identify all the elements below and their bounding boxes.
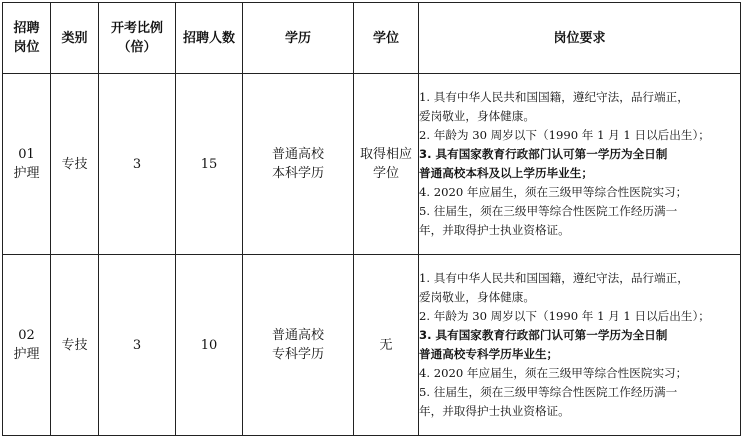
header-education: 学历 bbox=[243, 3, 354, 74]
requirement-line: 3. 具有国家教育行政部门认可第一学历为全日制 bbox=[419, 147, 668, 161]
post-cell: 01 护理 bbox=[3, 74, 51, 255]
count-cell: 15 bbox=[176, 74, 243, 255]
requirement-line: 1. 具有中华人民共和国国籍，遵纪守法，品行端正， bbox=[419, 90, 689, 104]
degree-cell: 无 bbox=[354, 255, 419, 436]
ratio-cell: 3 bbox=[99, 255, 176, 436]
education-cell: 普通高校 专科学历 bbox=[243, 255, 354, 436]
header-count: 招聘人数 bbox=[176, 3, 243, 74]
count-cell: 10 bbox=[176, 255, 243, 436]
requirement-line: 年，并取得护士执业资格证。 bbox=[419, 223, 570, 237]
header-post: 招聘 岗位 bbox=[3, 3, 51, 74]
degree-cell: 取得相应 学位 bbox=[354, 74, 419, 255]
education-cell: 普通高校 本科学历 bbox=[243, 74, 354, 255]
requirements-cell bbox=[419, 255, 741, 436]
requirement-line: 3. 具有国家教育行政部门认可第一学历为全日制 bbox=[419, 328, 668, 342]
requirement-line: 2. 年龄为 30 周岁以下（1990 年 1 月 1 日以后出生）； bbox=[419, 128, 710, 142]
recruitment-table bbox=[2, 2, 741, 436]
header-category: 类别 bbox=[51, 3, 99, 74]
requirement-line: 普通高校专科学历毕业生； bbox=[419, 347, 559, 361]
category-cell: 专技 bbox=[51, 255, 99, 436]
requirement-line: 1. 具有中华人民共和国国籍，遵纪守法，品行端正， bbox=[419, 271, 689, 285]
table-row bbox=[3, 255, 741, 436]
post-cell: 02 护理 bbox=[3, 255, 51, 436]
requirement-line: 2. 年龄为 30 周岁以下（1990 年 1 月 1 日以后出生）； bbox=[419, 309, 710, 323]
header-row bbox=[3, 3, 741, 74]
requirements-cell bbox=[419, 74, 741, 255]
requirement-line: 年，并取得护士执业资格证。 bbox=[419, 404, 570, 418]
header-degree: 学位 bbox=[354, 3, 419, 74]
requirement-line: 4. 2020 年应届生，须在三级甲等综合性医院实习； bbox=[419, 185, 688, 199]
requirement-line: 4. 2020 年应届生，须在三级甲等综合性医院实习； bbox=[419, 366, 688, 380]
requirement-line: 爱岗敬业，身体健康。 bbox=[419, 290, 535, 304]
category-cell: 专技 bbox=[51, 74, 99, 255]
header-ratio: 开考比例 （倍） bbox=[99, 3, 176, 74]
header-requirements: 岗位要求 bbox=[419, 3, 741, 74]
requirement-line: 5. 往届生，须在三级甲等综合性医院工作经历满一 bbox=[419, 385, 678, 399]
requirement-line: 普通高校本科及以上学历毕业生； bbox=[419, 166, 593, 180]
requirement-line: 5. 往届生，须在三级甲等综合性医院工作经历满一 bbox=[419, 204, 678, 218]
table-row bbox=[3, 74, 741, 255]
ratio-cell: 3 bbox=[99, 74, 176, 255]
requirement-line: 爱岗敬业，身体健康。 bbox=[419, 109, 535, 123]
